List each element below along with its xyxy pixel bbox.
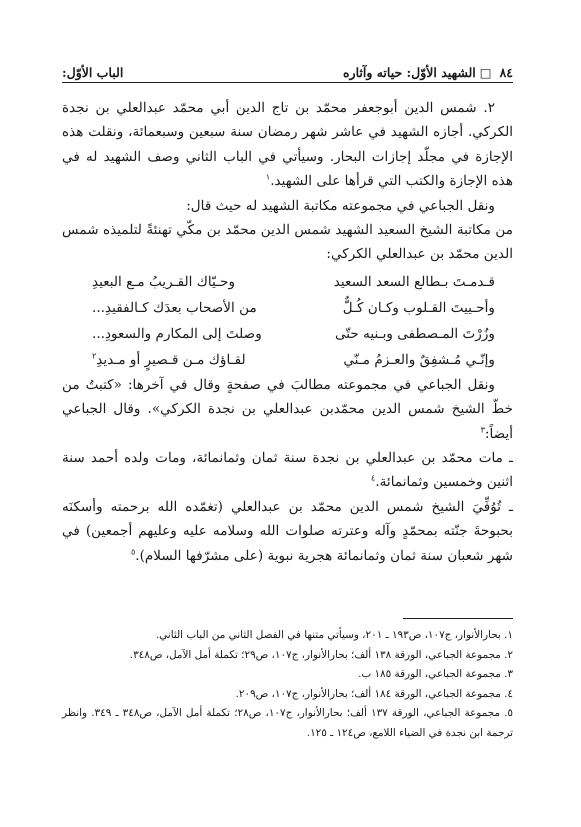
footnote-ref: ٣ — [480, 425, 485, 435]
footnote-ref: ٢ — [92, 351, 97, 361]
footnote-item: ١. بحارالأنوار، ج١٠٧، ص١٩٣ ـ ٢٠١، وسيأتي متنها في الفصل الثاني من الباب الثاني. — [155, 629, 513, 641]
poem-verse — [62, 269, 513, 295]
verse-second-half: من الأصحاب بعدَك كـالفقيدِ... — [92, 299, 257, 316]
verse-first-half: وزُرْتَ المـصطفى وبـنيه حتّى — [334, 325, 495, 342]
paragraph-entry-2 — [62, 96, 513, 194]
paragraph-text: ـ مات محمّد بن عبدالعلي بن نجدة سنة ثمان وثمانمائة، ومات ولده أحمد سنة اثنين وخمسين وثمانمائة. — [62, 450, 513, 491]
header-separator: □ — [479, 65, 492, 80]
paragraph-death-note-1 — [62, 446, 513, 495]
verse-first-half: وأحـييتَ القـلوب وكـان كُـلٌّ — [342, 299, 495, 316]
footnote-ref: ٤ — [371, 473, 376, 483]
footnote-item: ٢. مجموعة الجباعي، الورقة ١٣٨ ألف؛ بحارالأنوار، ج١٠٧، ص٢٩؛ تكملة أمل الآمل، ص٣٤٨. — [129, 648, 513, 661]
paragraph-text: ونقل الجباعي في مجموعته مطالبَ في صفحةٍ وقال في آخرها: «كتبتُ من خطّ الشيخ شمس الدين محمّدبن عبدالعلي بن نجدة الكركي». وقال الجباعي أيضاً: — [62, 376, 513, 442]
footnote-item: ٣. مجموعة الجباعي، الورقة ١٨٥ ب. — [358, 668, 513, 681]
verse-first-half: وإنّـي مُـشفِقٌ والعـزمُ مـنّي — [343, 351, 495, 368]
verse-second-half: لقـاؤك مـن قـصيرٍ أو مـديدِ — [96, 351, 246, 368]
paragraph-jubaii-quote — [62, 373, 513, 446]
footnotes — [62, 626, 513, 744]
verse-second-half: وصلتَ إلى المكارم والسعودِ... — [92, 325, 262, 342]
running-title: الشهيد الأوّل: حياته وآثاره — [342, 65, 476, 80]
poem-verse — [62, 295, 513, 321]
poem-verse — [62, 347, 513, 373]
footnote-divider — [403, 618, 513, 619]
verse-second-half: وحـيّاك القـريبُ مـع البعيدِ — [92, 273, 236, 290]
verse-first-half: قـدمـتَ بـطالع السعد السعيد — [333, 273, 495, 290]
chapter-label: الباب الأوّل: — [62, 65, 124, 80]
paragraph-text: ٢. شمس الدين أبوجعفر محمّد بن تاج الدين أبي محمّد عبدالعلي بن نجدة الكركي. أجازه الشهيد في عاشر شهر رمضان سنة سبعين وسبعمائة، ونقلت هذه الإجازة في مجلّد إجازات البحار. وسيأتي في الباب الثاني وصف الشهيد له في هذه الإجازة والكتب التي قرأها على الشهيد. — [62, 100, 513, 190]
paragraph-jubaii-intro: ونقل الجباعي في مجموعته مكاتبة الشهيد له حيث قال: — [186, 197, 495, 214]
verse-second-half-with-ref — [92, 347, 246, 373]
main-text — [62, 96, 513, 568]
footnote-item: ٤. مجموعة الجباعي، الورقة ١٨٤ ألف؛ بحارالأنوار، ج١٠٧، ص٢٠٩. — [235, 687, 513, 700]
page-header — [62, 58, 513, 83]
footnote-item: ٥. مجموعة الجباعي، الورقة ١٣٧ ألف؛ بحارالأنوار، ج١٠٧، ص٢٨؛ تكملة أمل الآمل، ص٣٤٨ ـ ٣٤٩. وانظر ترجمة ابن نجدة في الضياء اللامع، ص١٢٤ ـ ١٢٥. — [62, 707, 514, 739]
paragraph-text: ـ تُوُفِّيَ الشيخ شمس الدين محمّد بن عبدالعلي (تغمّده الله برحمته وأسكنَه بحبوحةَ جنّته بمحمّدٍ وآله وعترته صلوات الله وسلامه عليه وعليهم أجمعين) في شهر شعبان سنة ثمان وثمانمائة هجرية نبوية (على مشرّفها السلام). — [62, 498, 513, 564]
poem-verse — [62, 321, 513, 347]
page-number: ٨٤ — [499, 65, 513, 80]
footnote-ref: ١ — [265, 172, 271, 182]
header-right — [343, 65, 513, 80]
poem — [62, 269, 513, 373]
paragraph-letter-heading: من مكاتبة الشيخ السعيد الشهيد شمس الدين محمّد بن مكّي تهنئةً لتلميذه شمس الدين محمّد بن عبدالعلي الكركي: — [62, 222, 513, 263]
footnote-ref: ٥ — [130, 547, 136, 557]
paragraph-death-note-2 — [62, 495, 513, 568]
